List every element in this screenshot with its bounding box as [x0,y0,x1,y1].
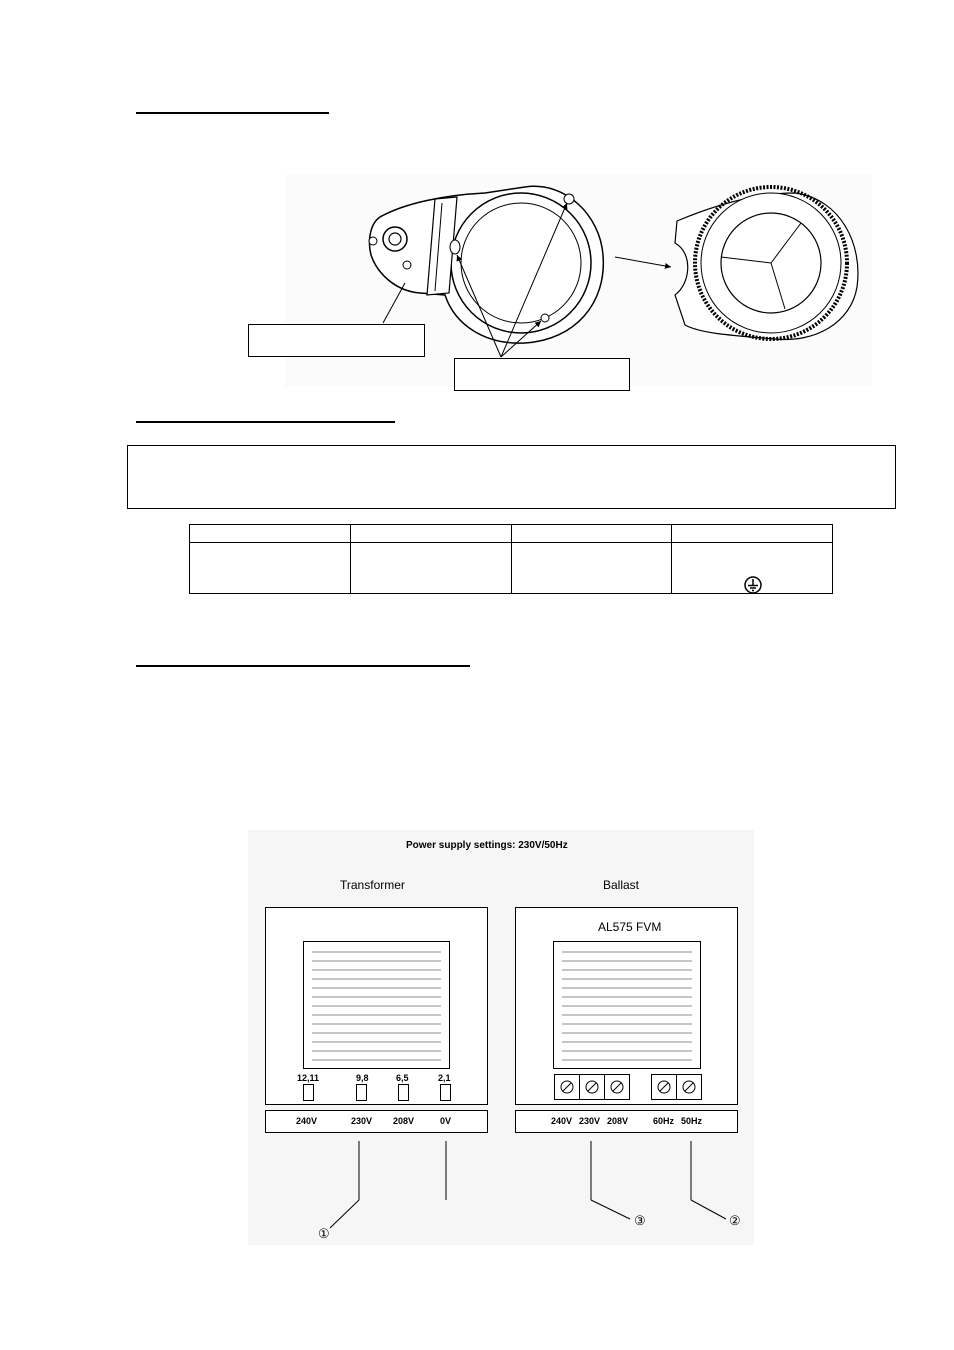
table-cell [190,543,351,594]
screw-terminal-icon [651,1074,702,1100]
ballast-frequency-terminals [651,1074,702,1105]
transformer-core [303,941,450,1069]
ballast-core [553,941,701,1069]
transformer-label: Transformer [340,878,405,892]
transformer-terminal [356,1084,367,1101]
screw-terminal-icon [554,1074,630,1100]
section-heading-2 [136,421,395,423]
ballast-voltage-label: 208V [607,1116,629,1126]
transformer-terminal-label: 9,8 [356,1073,369,1083]
transformer-windings [304,942,449,1068]
table-header-cell [350,525,511,543]
transformer-terminal-label: 6,5 [396,1073,409,1083]
earth-ground-icon [744,576,762,599]
section-heading-3 [136,665,470,667]
table-cell [511,543,672,594]
transformer-voltage-label: 208V [393,1116,415,1126]
ballast-model: AL575 FVM [598,920,662,934]
section-heading-1 [136,112,329,114]
notice-box [127,445,896,509]
ballast-voltage-label: 240V [551,1116,573,1126]
transformer-terminal [303,1084,314,1101]
ballast-label: Ballast [603,878,640,892]
ballast-frequency-label: 60Hz [653,1116,675,1126]
table-cell [672,543,833,594]
transformer-terminal [440,1084,451,1101]
holder-label-box [248,324,425,357]
callout-1: ① [318,1226,330,1241]
table-header-cell [511,525,672,543]
callout-2: ② [729,1213,741,1228]
transformer-voltage-label: 0V [440,1116,452,1126]
table-header-cell [190,525,351,543]
callout-3: ③ [634,1213,646,1228]
mounting-holes-label-box [454,358,630,391]
wiring-diagram-title: Power supply settings: 230V/50Hz [406,840,568,851]
ballast-voltage-label: 230V [579,1116,601,1126]
table-cell [350,543,511,594]
transformer-terminal [398,1084,409,1101]
transformer-voltage-label: 230V [351,1116,373,1126]
ballast-windings [554,942,700,1068]
wiring-table [189,524,833,594]
table-header-cell [672,525,833,543]
transformer-voltage-label: 240V [296,1116,318,1126]
ballast-voltage-terminals [554,1074,630,1105]
transformer-terminal-label: 12,11 [297,1073,320,1083]
ballast-frequency-label: 50Hz [681,1116,703,1126]
transformer-terminal-label: 2,1 [438,1073,451,1083]
